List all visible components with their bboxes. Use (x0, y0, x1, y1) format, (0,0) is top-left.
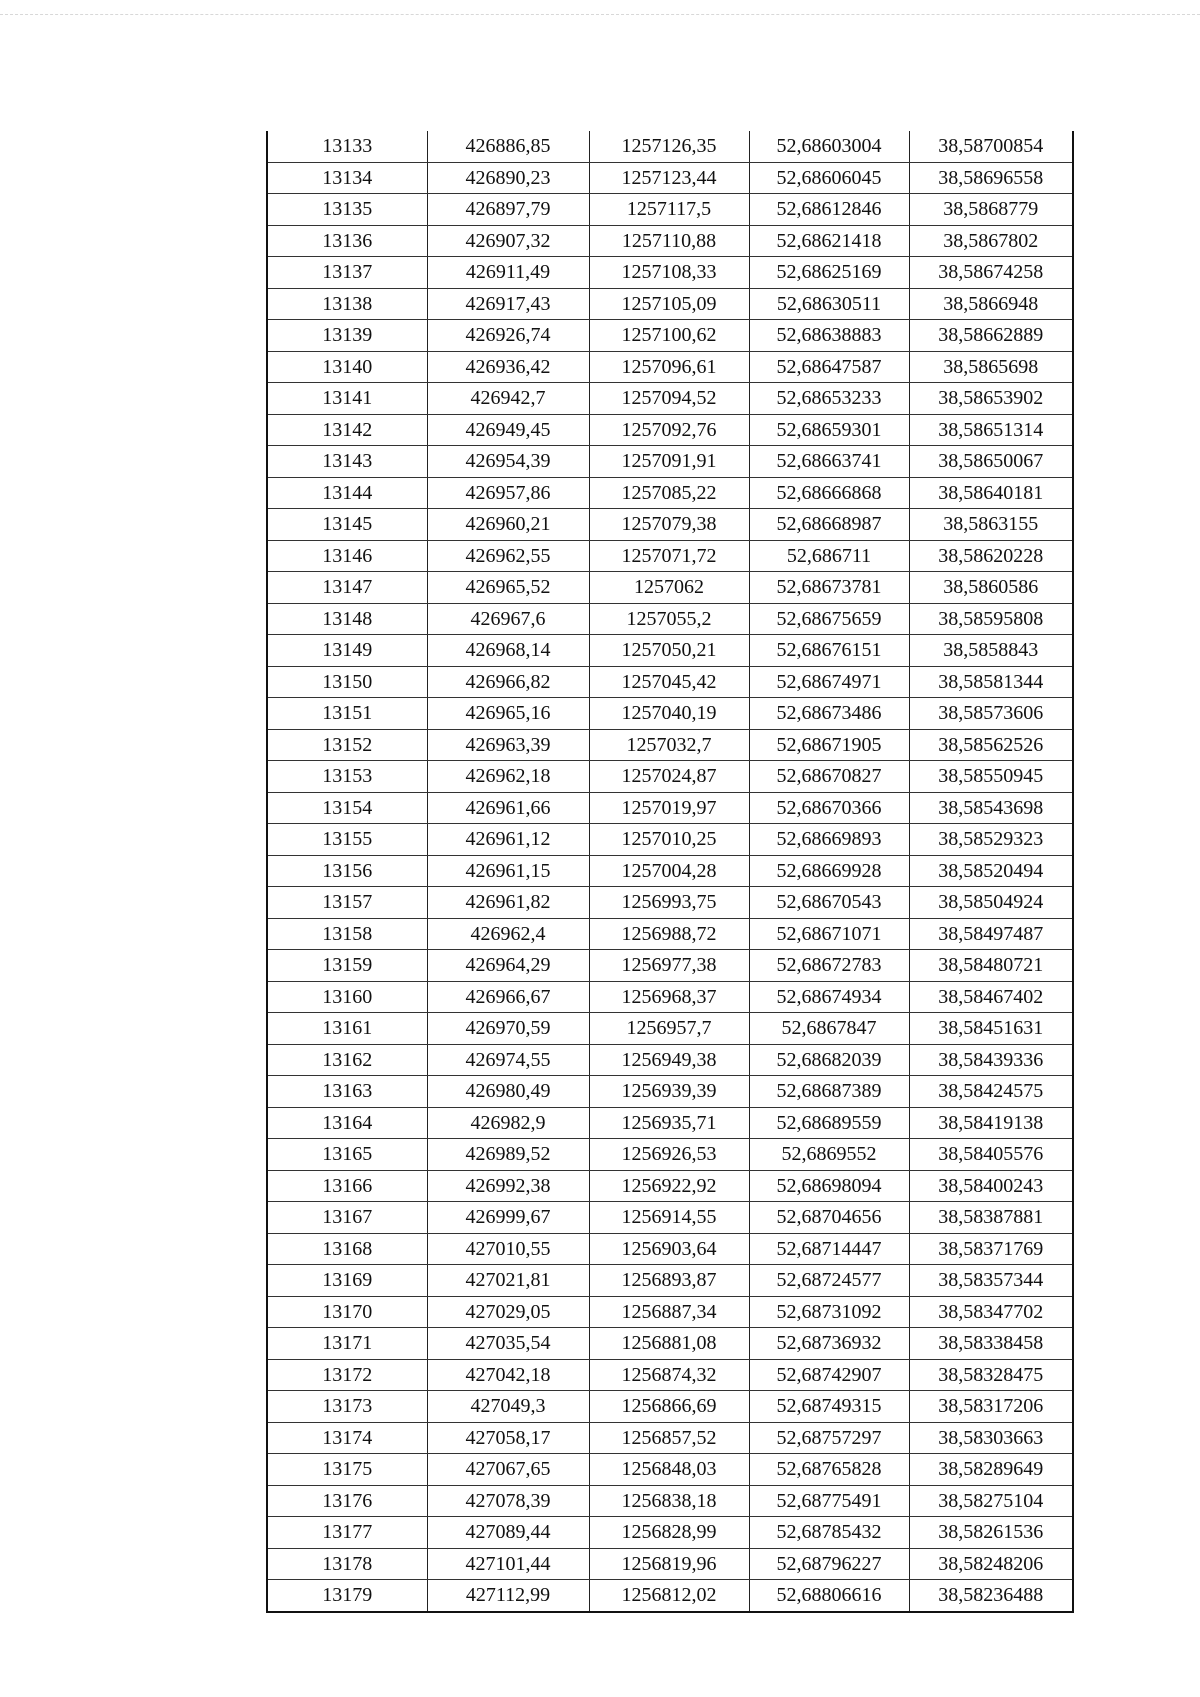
table-row (267, 383, 1073, 415)
latitude-cell: 52,68671905 (749, 729, 909, 761)
table-row (267, 1391, 1073, 1423)
latitude-cell: 52,68714447 (749, 1233, 909, 1265)
table-row (267, 1107, 1073, 1139)
longitude-cell: 38,58696558 (909, 162, 1073, 194)
latitude-cell: 52,68653233 (749, 383, 909, 415)
longitude-cell: 38,58387881 (909, 1202, 1073, 1234)
x-coordinate-cell: 427035,54 (427, 1328, 589, 1360)
table-row (267, 572, 1073, 604)
longitude-cell: 38,5858843 (909, 635, 1073, 667)
longitude-cell: 38,58317206 (909, 1391, 1073, 1423)
latitude-cell: 52,68668987 (749, 509, 909, 541)
table-row (267, 1454, 1073, 1486)
x-coordinate-cell: 427029,05 (427, 1296, 589, 1328)
x-coordinate-cell: 427078,39 (427, 1485, 589, 1517)
latitude-cell: 52,68736932 (749, 1328, 909, 1360)
longitude-cell: 38,58480721 (909, 950, 1073, 982)
table-row (267, 635, 1073, 667)
latitude-cell: 52,68672783 (749, 950, 909, 982)
table-row (267, 477, 1073, 509)
table-row (267, 194, 1073, 226)
latitude-cell: 52,68670827 (749, 761, 909, 793)
x-coordinate-cell: 426957,86 (427, 477, 589, 509)
table-row (267, 1296, 1073, 1328)
x-coordinate-cell: 427089,44 (427, 1517, 589, 1549)
point-number-cell: 13164 (267, 1107, 427, 1139)
x-coordinate-cell: 426961,15 (427, 855, 589, 887)
table-row (267, 1422, 1073, 1454)
y-coordinate-cell: 1257050,21 (589, 635, 749, 667)
point-number-cell: 13133 (267, 131, 427, 162)
table-row (267, 1548, 1073, 1580)
table-row (267, 824, 1073, 856)
table-row (267, 1328, 1073, 1360)
point-number-cell: 13144 (267, 477, 427, 509)
y-coordinate-cell: 1256988,72 (589, 918, 749, 950)
y-coordinate-cell: 1257108,33 (589, 257, 749, 289)
point-number-cell: 13149 (267, 635, 427, 667)
point-number-cell: 13155 (267, 824, 427, 856)
y-coordinate-cell: 1256939,39 (589, 1076, 749, 1108)
table-row (267, 1359, 1073, 1391)
point-number-cell: 13136 (267, 225, 427, 257)
longitude-cell: 38,58497487 (909, 918, 1073, 950)
point-number-cell: 13160 (267, 981, 427, 1013)
x-coordinate-cell: 426992,38 (427, 1170, 589, 1202)
y-coordinate-cell: 1257091,91 (589, 446, 749, 478)
point-number-cell: 13174 (267, 1422, 427, 1454)
point-number-cell: 13152 (267, 729, 427, 761)
y-coordinate-cell: 1256893,87 (589, 1265, 749, 1297)
longitude-cell: 38,58562526 (909, 729, 1073, 761)
y-coordinate-cell: 1256828,99 (589, 1517, 749, 1549)
latitude-cell: 52,68666868 (749, 477, 909, 509)
y-coordinate-cell: 1256848,03 (589, 1454, 749, 1486)
latitude-cell: 52,68673486 (749, 698, 909, 730)
point-number-cell: 13137 (267, 257, 427, 289)
longitude-cell: 38,58236488 (909, 1580, 1073, 1612)
longitude-cell: 38,58520494 (909, 855, 1073, 887)
x-coordinate-cell: 426926,74 (427, 320, 589, 352)
point-number-cell: 13162 (267, 1044, 427, 1076)
point-number-cell: 13158 (267, 918, 427, 950)
x-coordinate-cell: 427010,55 (427, 1233, 589, 1265)
y-coordinate-cell: 1257105,09 (589, 288, 749, 320)
latitude-cell: 52,68659301 (749, 414, 909, 446)
longitude-cell: 38,58700854 (909, 131, 1073, 162)
x-coordinate-cell: 427021,81 (427, 1265, 589, 1297)
latitude-cell: 52,68625169 (749, 257, 909, 289)
longitude-cell: 38,58328475 (909, 1359, 1073, 1391)
x-coordinate-cell: 426890,23 (427, 162, 589, 194)
longitude-cell: 38,5866948 (909, 288, 1073, 320)
longitude-cell: 38,58651314 (909, 414, 1073, 446)
x-coordinate-cell: 426966,82 (427, 666, 589, 698)
y-coordinate-cell: 1257045,42 (589, 666, 749, 698)
y-coordinate-cell: 1257085,22 (589, 477, 749, 509)
point-number-cell: 13179 (267, 1580, 427, 1612)
y-coordinate-cell: 1256957,7 (589, 1013, 749, 1045)
table-row (267, 1485, 1073, 1517)
latitude-cell: 52,68603004 (749, 131, 909, 162)
longitude-cell: 38,58451631 (909, 1013, 1073, 1045)
x-coordinate-cell: 426961,12 (427, 824, 589, 856)
point-number-cell: 13139 (267, 320, 427, 352)
table-row (267, 1139, 1073, 1171)
point-number-cell: 13163 (267, 1076, 427, 1108)
coordinates-table-body (267, 131, 1073, 1612)
longitude-cell: 38,58303663 (909, 1422, 1073, 1454)
longitude-cell: 38,58550945 (909, 761, 1073, 793)
latitude-cell: 52,68687389 (749, 1076, 909, 1108)
x-coordinate-cell: 427042,18 (427, 1359, 589, 1391)
longitude-cell: 38,58400243 (909, 1170, 1073, 1202)
longitude-cell: 38,58275104 (909, 1485, 1073, 1517)
scan-edge-line (0, 14, 1200, 15)
y-coordinate-cell: 1256857,52 (589, 1422, 749, 1454)
x-coordinate-cell: 426963,39 (427, 729, 589, 761)
x-coordinate-cell: 426954,39 (427, 446, 589, 478)
y-coordinate-cell: 1257024,87 (589, 761, 749, 793)
latitude-cell: 52,68765828 (749, 1454, 909, 1486)
latitude-cell: 52,68674934 (749, 981, 909, 1013)
table-row (267, 855, 1073, 887)
point-number-cell: 13159 (267, 950, 427, 982)
y-coordinate-cell: 1256866,69 (589, 1391, 749, 1423)
latitude-cell: 52,6869552 (749, 1139, 909, 1171)
y-coordinate-cell: 1256926,53 (589, 1139, 749, 1171)
longitude-cell: 38,5860586 (909, 572, 1073, 604)
y-coordinate-cell: 1256968,37 (589, 981, 749, 1013)
x-coordinate-cell: 426917,43 (427, 288, 589, 320)
table-row (267, 1044, 1073, 1076)
point-number-cell: 13173 (267, 1391, 427, 1423)
table-row (267, 950, 1073, 982)
longitude-cell: 38,5867802 (909, 225, 1073, 257)
longitude-cell: 38,58357344 (909, 1265, 1073, 1297)
x-coordinate-cell: 426966,67 (427, 981, 589, 1013)
latitude-cell: 52,68673781 (749, 572, 909, 604)
y-coordinate-cell: 1256949,38 (589, 1044, 749, 1076)
y-coordinate-cell: 1257010,25 (589, 824, 749, 856)
x-coordinate-cell: 426982,9 (427, 1107, 589, 1139)
table-row (267, 509, 1073, 541)
longitude-cell: 38,58405576 (909, 1139, 1073, 1171)
y-coordinate-cell: 1257092,76 (589, 414, 749, 446)
y-coordinate-cell: 1256922,92 (589, 1170, 749, 1202)
x-coordinate-cell: 426962,4 (427, 918, 589, 950)
longitude-cell: 38,58662889 (909, 320, 1073, 352)
longitude-cell: 38,58261536 (909, 1517, 1073, 1549)
x-coordinate-cell: 426965,52 (427, 572, 589, 604)
longitude-cell: 38,58289649 (909, 1454, 1073, 1486)
table-row (267, 1076, 1073, 1108)
y-coordinate-cell: 1257040,19 (589, 698, 749, 730)
table-row (267, 320, 1073, 352)
y-coordinate-cell: 1256838,18 (589, 1485, 749, 1517)
x-coordinate-cell: 426962,55 (427, 540, 589, 572)
table-row (267, 1265, 1073, 1297)
table-row (267, 414, 1073, 446)
y-coordinate-cell: 1256903,64 (589, 1233, 749, 1265)
y-coordinate-cell: 1256874,32 (589, 1359, 749, 1391)
x-coordinate-cell: 427067,65 (427, 1454, 589, 1486)
longitude-cell: 38,5868779 (909, 194, 1073, 226)
latitude-cell: 52,68775491 (749, 1485, 909, 1517)
latitude-cell: 52,68704656 (749, 1202, 909, 1234)
longitude-cell: 38,58650067 (909, 446, 1073, 478)
latitude-cell: 52,68674971 (749, 666, 909, 698)
point-number-cell: 13172 (267, 1359, 427, 1391)
y-coordinate-cell: 1257032,7 (589, 729, 749, 761)
point-number-cell: 13138 (267, 288, 427, 320)
longitude-cell: 38,58504924 (909, 887, 1073, 919)
point-number-cell: 13146 (267, 540, 427, 572)
table-row (267, 981, 1073, 1013)
table-row (267, 918, 1073, 950)
table-row (267, 1202, 1073, 1234)
longitude-cell: 38,58338458 (909, 1328, 1073, 1360)
table-row (267, 257, 1073, 289)
point-number-cell: 13134 (267, 162, 427, 194)
x-coordinate-cell: 427101,44 (427, 1548, 589, 1580)
table-row (267, 887, 1073, 919)
x-coordinate-cell: 426964,29 (427, 950, 589, 982)
latitude-cell: 52,68621418 (749, 225, 909, 257)
point-number-cell: 13143 (267, 446, 427, 478)
table-row (267, 698, 1073, 730)
latitude-cell: 52,68630511 (749, 288, 909, 320)
longitude-cell: 38,58248206 (909, 1548, 1073, 1580)
longitude-cell: 38,58543698 (909, 792, 1073, 824)
point-number-cell: 13142 (267, 414, 427, 446)
x-coordinate-cell: 426967,6 (427, 603, 589, 635)
x-coordinate-cell: 426989,52 (427, 1139, 589, 1171)
x-coordinate-cell: 426965,16 (427, 698, 589, 730)
point-number-cell: 13157 (267, 887, 427, 919)
table-row (267, 761, 1073, 793)
point-number-cell: 13151 (267, 698, 427, 730)
longitude-cell: 38,58573606 (909, 698, 1073, 730)
x-coordinate-cell: 426968,14 (427, 635, 589, 667)
latitude-cell: 52,68647587 (749, 351, 909, 383)
longitude-cell: 38,58439336 (909, 1044, 1073, 1076)
latitude-cell: 52,68757297 (749, 1422, 909, 1454)
latitude-cell: 52,68676151 (749, 635, 909, 667)
latitude-cell: 52,68731092 (749, 1296, 909, 1328)
table-row (267, 603, 1073, 635)
x-coordinate-cell: 427058,17 (427, 1422, 589, 1454)
longitude-cell: 38,58529323 (909, 824, 1073, 856)
x-coordinate-cell: 426961,66 (427, 792, 589, 824)
point-number-cell: 13178 (267, 1548, 427, 1580)
y-coordinate-cell: 1257100,62 (589, 320, 749, 352)
point-number-cell: 13135 (267, 194, 427, 226)
y-coordinate-cell: 1256993,75 (589, 887, 749, 919)
point-number-cell: 13140 (267, 351, 427, 383)
longitude-cell: 38,5863155 (909, 509, 1073, 541)
point-number-cell: 13161 (267, 1013, 427, 1045)
point-number-cell: 13145 (267, 509, 427, 541)
table-row (267, 1517, 1073, 1549)
y-coordinate-cell: 1257117,5 (589, 194, 749, 226)
point-number-cell: 13150 (267, 666, 427, 698)
point-number-cell: 13170 (267, 1296, 427, 1328)
table-row (267, 1233, 1073, 1265)
longitude-cell: 38,58424575 (909, 1076, 1073, 1108)
y-coordinate-cell: 1257071,72 (589, 540, 749, 572)
y-coordinate-cell: 1257110,88 (589, 225, 749, 257)
y-coordinate-cell: 1256881,08 (589, 1328, 749, 1360)
table-row (267, 540, 1073, 572)
longitude-cell: 38,58620228 (909, 540, 1073, 572)
table-row (267, 162, 1073, 194)
longitude-cell: 38,58581344 (909, 666, 1073, 698)
x-coordinate-cell: 426949,45 (427, 414, 589, 446)
y-coordinate-cell: 1256819,96 (589, 1548, 749, 1580)
x-coordinate-cell: 426961,82 (427, 887, 589, 919)
latitude-cell: 52,68742907 (749, 1359, 909, 1391)
latitude-cell: 52,68606045 (749, 162, 909, 194)
x-coordinate-cell: 426999,67 (427, 1202, 589, 1234)
latitude-cell: 52,6867847 (749, 1013, 909, 1045)
longitude-cell: 38,58653902 (909, 383, 1073, 415)
longitude-cell: 38,58640181 (909, 477, 1073, 509)
table-row (267, 131, 1073, 162)
y-coordinate-cell: 1256887,34 (589, 1296, 749, 1328)
y-coordinate-cell: 1257004,28 (589, 855, 749, 887)
y-coordinate-cell: 1256914,55 (589, 1202, 749, 1234)
point-number-cell: 13168 (267, 1233, 427, 1265)
latitude-cell: 52,68663741 (749, 446, 909, 478)
latitude-cell: 52,68638883 (749, 320, 909, 352)
latitude-cell: 52,68670543 (749, 887, 909, 919)
point-number-cell: 13141 (267, 383, 427, 415)
table-row (267, 1580, 1073, 1612)
longitude-cell: 38,5865698 (909, 351, 1073, 383)
table-row (267, 351, 1073, 383)
table-row (267, 1013, 1073, 1045)
latitude-cell: 52,68785432 (749, 1517, 909, 1549)
point-number-cell: 13169 (267, 1265, 427, 1297)
latitude-cell: 52,68669893 (749, 824, 909, 856)
longitude-cell: 38,58419138 (909, 1107, 1073, 1139)
table-row (267, 288, 1073, 320)
point-number-cell: 13171 (267, 1328, 427, 1360)
point-number-cell: 13176 (267, 1485, 427, 1517)
x-coordinate-cell: 426936,42 (427, 351, 589, 383)
y-coordinate-cell: 1257055,2 (589, 603, 749, 635)
latitude-cell: 52,68675659 (749, 603, 909, 635)
x-coordinate-cell: 426886,85 (427, 131, 589, 162)
latitude-cell: 52,68612846 (749, 194, 909, 226)
latitude-cell: 52,68689559 (749, 1107, 909, 1139)
table-row (267, 446, 1073, 478)
point-number-cell: 13147 (267, 572, 427, 604)
y-coordinate-cell: 1257079,38 (589, 509, 749, 541)
longitude-cell: 38,58467402 (909, 981, 1073, 1013)
latitude-cell: 52,68698094 (749, 1170, 909, 1202)
point-number-cell: 13166 (267, 1170, 427, 1202)
x-coordinate-cell: 426980,49 (427, 1076, 589, 1108)
longitude-cell: 38,58371769 (909, 1233, 1073, 1265)
coordinates-table (266, 131, 1074, 1613)
x-coordinate-cell: 427112,99 (427, 1580, 589, 1612)
table-row (267, 729, 1073, 761)
x-coordinate-cell: 426960,21 (427, 509, 589, 541)
x-coordinate-cell: 426907,32 (427, 225, 589, 257)
latitude-cell: 52,68669928 (749, 855, 909, 887)
x-coordinate-cell: 426962,18 (427, 761, 589, 793)
x-coordinate-cell: 426897,79 (427, 194, 589, 226)
longitude-cell: 38,58347702 (909, 1296, 1073, 1328)
point-number-cell: 13153 (267, 761, 427, 793)
point-number-cell: 13165 (267, 1139, 427, 1171)
y-coordinate-cell: 1257126,35 (589, 131, 749, 162)
latitude-cell: 52,68682039 (749, 1044, 909, 1076)
x-coordinate-cell: 426911,49 (427, 257, 589, 289)
point-number-cell: 13154 (267, 792, 427, 824)
point-number-cell: 13156 (267, 855, 427, 887)
latitude-cell: 52,68806616 (749, 1580, 909, 1612)
x-coordinate-cell: 426942,7 (427, 383, 589, 415)
y-coordinate-cell: 1256977,38 (589, 950, 749, 982)
latitude-cell: 52,68796227 (749, 1548, 909, 1580)
latitude-cell: 52,68749315 (749, 1391, 909, 1423)
latitude-cell: 52,686711 (749, 540, 909, 572)
point-number-cell: 13167 (267, 1202, 427, 1234)
y-coordinate-cell: 1256812,02 (589, 1580, 749, 1612)
point-number-cell: 13177 (267, 1517, 427, 1549)
y-coordinate-cell: 1257019,97 (589, 792, 749, 824)
y-coordinate-cell: 1256935,71 (589, 1107, 749, 1139)
longitude-cell: 38,58595808 (909, 603, 1073, 635)
table-row (267, 1170, 1073, 1202)
y-coordinate-cell: 1257123,44 (589, 162, 749, 194)
latitude-cell: 52,68670366 (749, 792, 909, 824)
x-coordinate-cell: 426974,55 (427, 1044, 589, 1076)
point-number-cell: 13148 (267, 603, 427, 635)
y-coordinate-cell: 1257094,52 (589, 383, 749, 415)
table-row (267, 792, 1073, 824)
point-number-cell: 13175 (267, 1454, 427, 1486)
latitude-cell: 52,68724577 (749, 1265, 909, 1297)
table-row (267, 666, 1073, 698)
longitude-cell: 38,58674258 (909, 257, 1073, 289)
x-coordinate-cell: 427049,3 (427, 1391, 589, 1423)
y-coordinate-cell: 1257062 (589, 572, 749, 604)
table-row (267, 225, 1073, 257)
x-coordinate-cell: 426970,59 (427, 1013, 589, 1045)
y-coordinate-cell: 1257096,61 (589, 351, 749, 383)
latitude-cell: 52,68671071 (749, 918, 909, 950)
